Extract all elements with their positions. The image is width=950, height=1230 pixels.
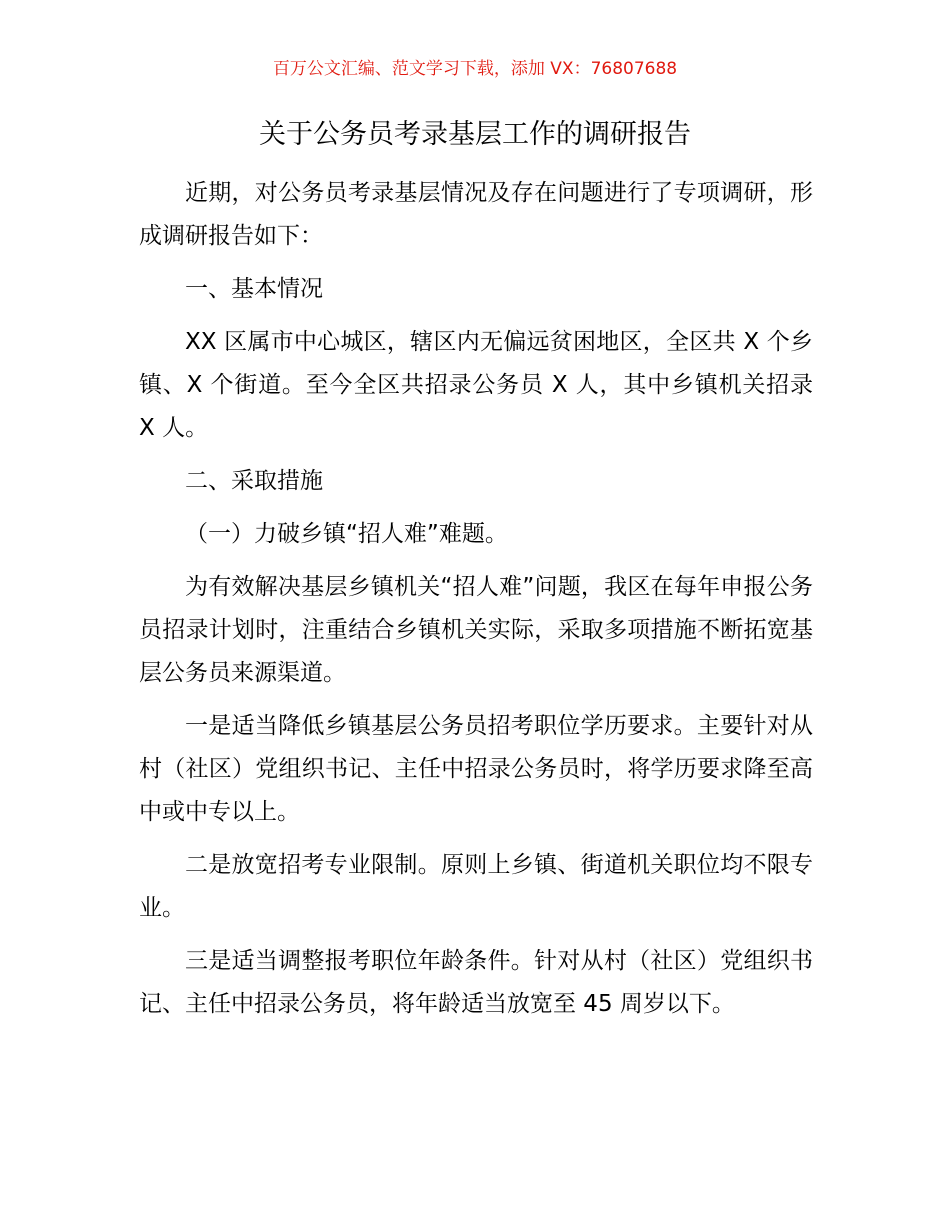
document-title: 关于公务员考录基层工作的调研报告 bbox=[259, 119, 691, 150]
section-heading-measures: 二、采取措施 bbox=[185, 468, 323, 494]
paragraph-intro: 近期，对公务员考录基层情况及存在问题进行了专项调研，形成调研报告如下： bbox=[139, 180, 813, 249]
paragraph-measures-intro: 为有效解决基层乡镇机关“招人难”问题，我区在每年申报公务员招录计划时，注重结合乡镇机关实际，采取多项措施不断拓宽基层公务员来源渠道。 bbox=[139, 574, 813, 686]
paragraph-measure-1: 一是适当降低乡镇基层公务员招考职位学历要求。主要针对从村（社区）党组织书记、主任中招录公务员时，将学历要求降至高中或中专以上。 bbox=[139, 713, 813, 825]
paragraph-basic-info: XX 区属市中心城区，辖区内无偏远贫困地区，全区共 X 个乡镇、X 个街道。至今全区共招录公务员 X 人，其中乡镇机关招录 X 人。 bbox=[139, 329, 813, 441]
promo-banner: 百万公文汇编、范文学习下载，添加 VX：76807688 bbox=[272, 59, 678, 79]
paragraph-measure-3: 三是适当调整报考职位年龄条件。针对从村（社区）党组织书记、主任中招录公务员，将年龄适当放宽至 45 周岁以下。 bbox=[139, 948, 813, 1017]
paragraph-measure-2: 二是放宽招考专业限制。原则上乡镇、街道机关职位均不限专业。 bbox=[139, 852, 813, 921]
section-heading-basic: 一、基本情况 bbox=[185, 276, 323, 302]
subsection-heading: （一）力破乡镇“招人难”难题。 bbox=[185, 521, 508, 547]
document-body bbox=[139, 172, 813, 1036]
